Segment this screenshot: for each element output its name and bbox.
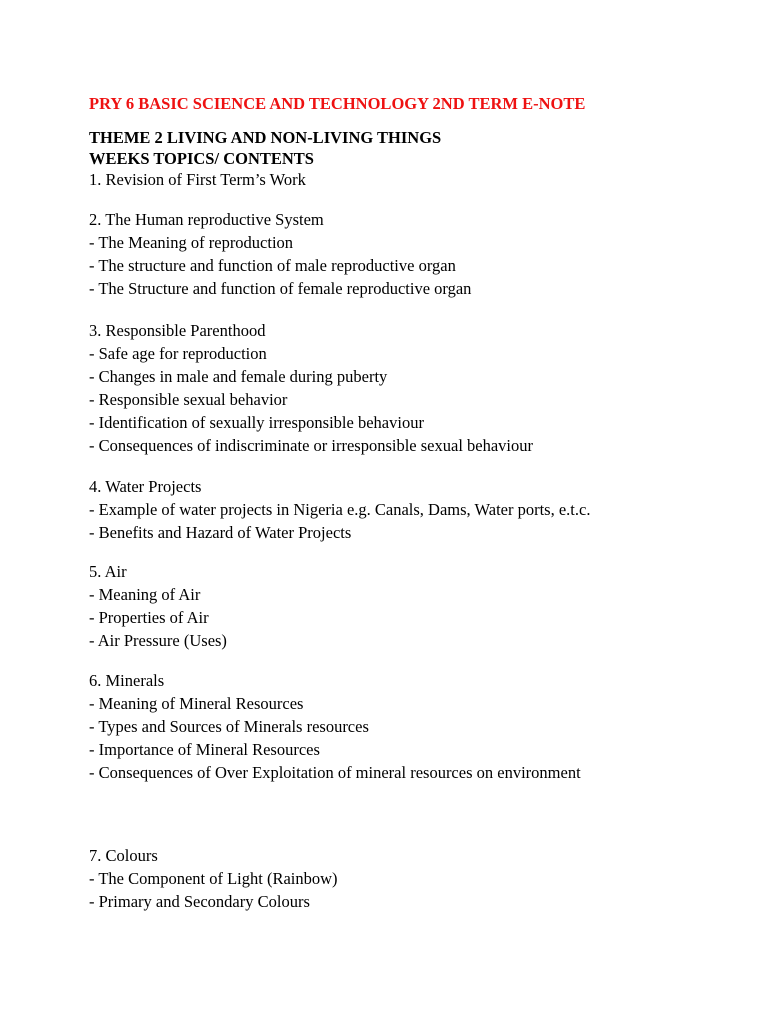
week-heading: 2. The Human reproductive System <box>89 210 324 229</box>
week-heading: 7. Colours <box>89 846 158 865</box>
document-title: PRY 6 BASIC SCIENCE AND TECHNOLOGY 2ND TERM E-NOTE <box>89 94 586 113</box>
week-5-section <box>89 560 227 652</box>
topic-item: - Properties of Air <box>89 608 209 627</box>
topic-item: - Meaning of Air <box>89 585 201 604</box>
week-heading: 4. Water Projects <box>89 477 202 496</box>
topic-item: - Consequences of indiscriminate or irresponsible sexual behaviour <box>89 436 534 455</box>
topic-item: - Benefits and Hazard of Water Projects <box>89 523 352 542</box>
theme-heading: THEME 2 LIVING AND NON-LIVING THINGS <box>89 128 442 147</box>
topic-item: - Safe age for reproduction <box>89 344 267 363</box>
week-3-section <box>89 319 533 457</box>
theme-heading-block <box>89 127 441 169</box>
week-6-section <box>89 669 581 784</box>
week-7-section <box>89 844 338 913</box>
topic-item: - Types and Sources of Minerals resources <box>89 717 369 736</box>
week-2-section <box>89 208 471 300</box>
topic-item: - Identification of sexually irresponsible behaviour <box>89 413 424 432</box>
topic-item: - The Component of Light (Rainbow) <box>89 869 338 888</box>
topic-item: - Changes in male and female during puberty <box>89 367 388 386</box>
week-heading: 1. Revision of First Term’s Work <box>89 170 306 189</box>
topic-item: - Primary and Secondary Colours <box>89 892 310 911</box>
week-heading: 6. Minerals <box>89 671 165 690</box>
topic-item: - Consequences of Over Exploitation of mineral resources on environment <box>89 763 581 782</box>
week-1-section <box>89 168 306 191</box>
week-4-section <box>89 475 590 544</box>
topic-item: - Meaning of Mineral Resources <box>89 694 304 713</box>
topic-item: - Example of water projects in Nigeria e.g. Canals, Dams, Water ports, e.t.c. <box>89 500 591 519</box>
topic-item: - The structure and function of male reproductive organ <box>89 256 456 275</box>
week-heading: 5. Air <box>89 562 127 581</box>
topic-item: - Importance of Mineral Resources <box>89 740 320 759</box>
week-heading: 3. Responsible Parenthood <box>89 321 266 340</box>
weeks-heading: WEEKS TOPICS/ CONTENTS <box>89 149 314 168</box>
topic-item: - The Structure and function of female reproductive organ <box>89 279 472 298</box>
topic-item: - The Meaning of reproduction <box>89 233 294 252</box>
topic-item: - Responsible sexual behavior <box>89 390 288 409</box>
topic-item: - Air Pressure (Uses) <box>89 631 227 650</box>
